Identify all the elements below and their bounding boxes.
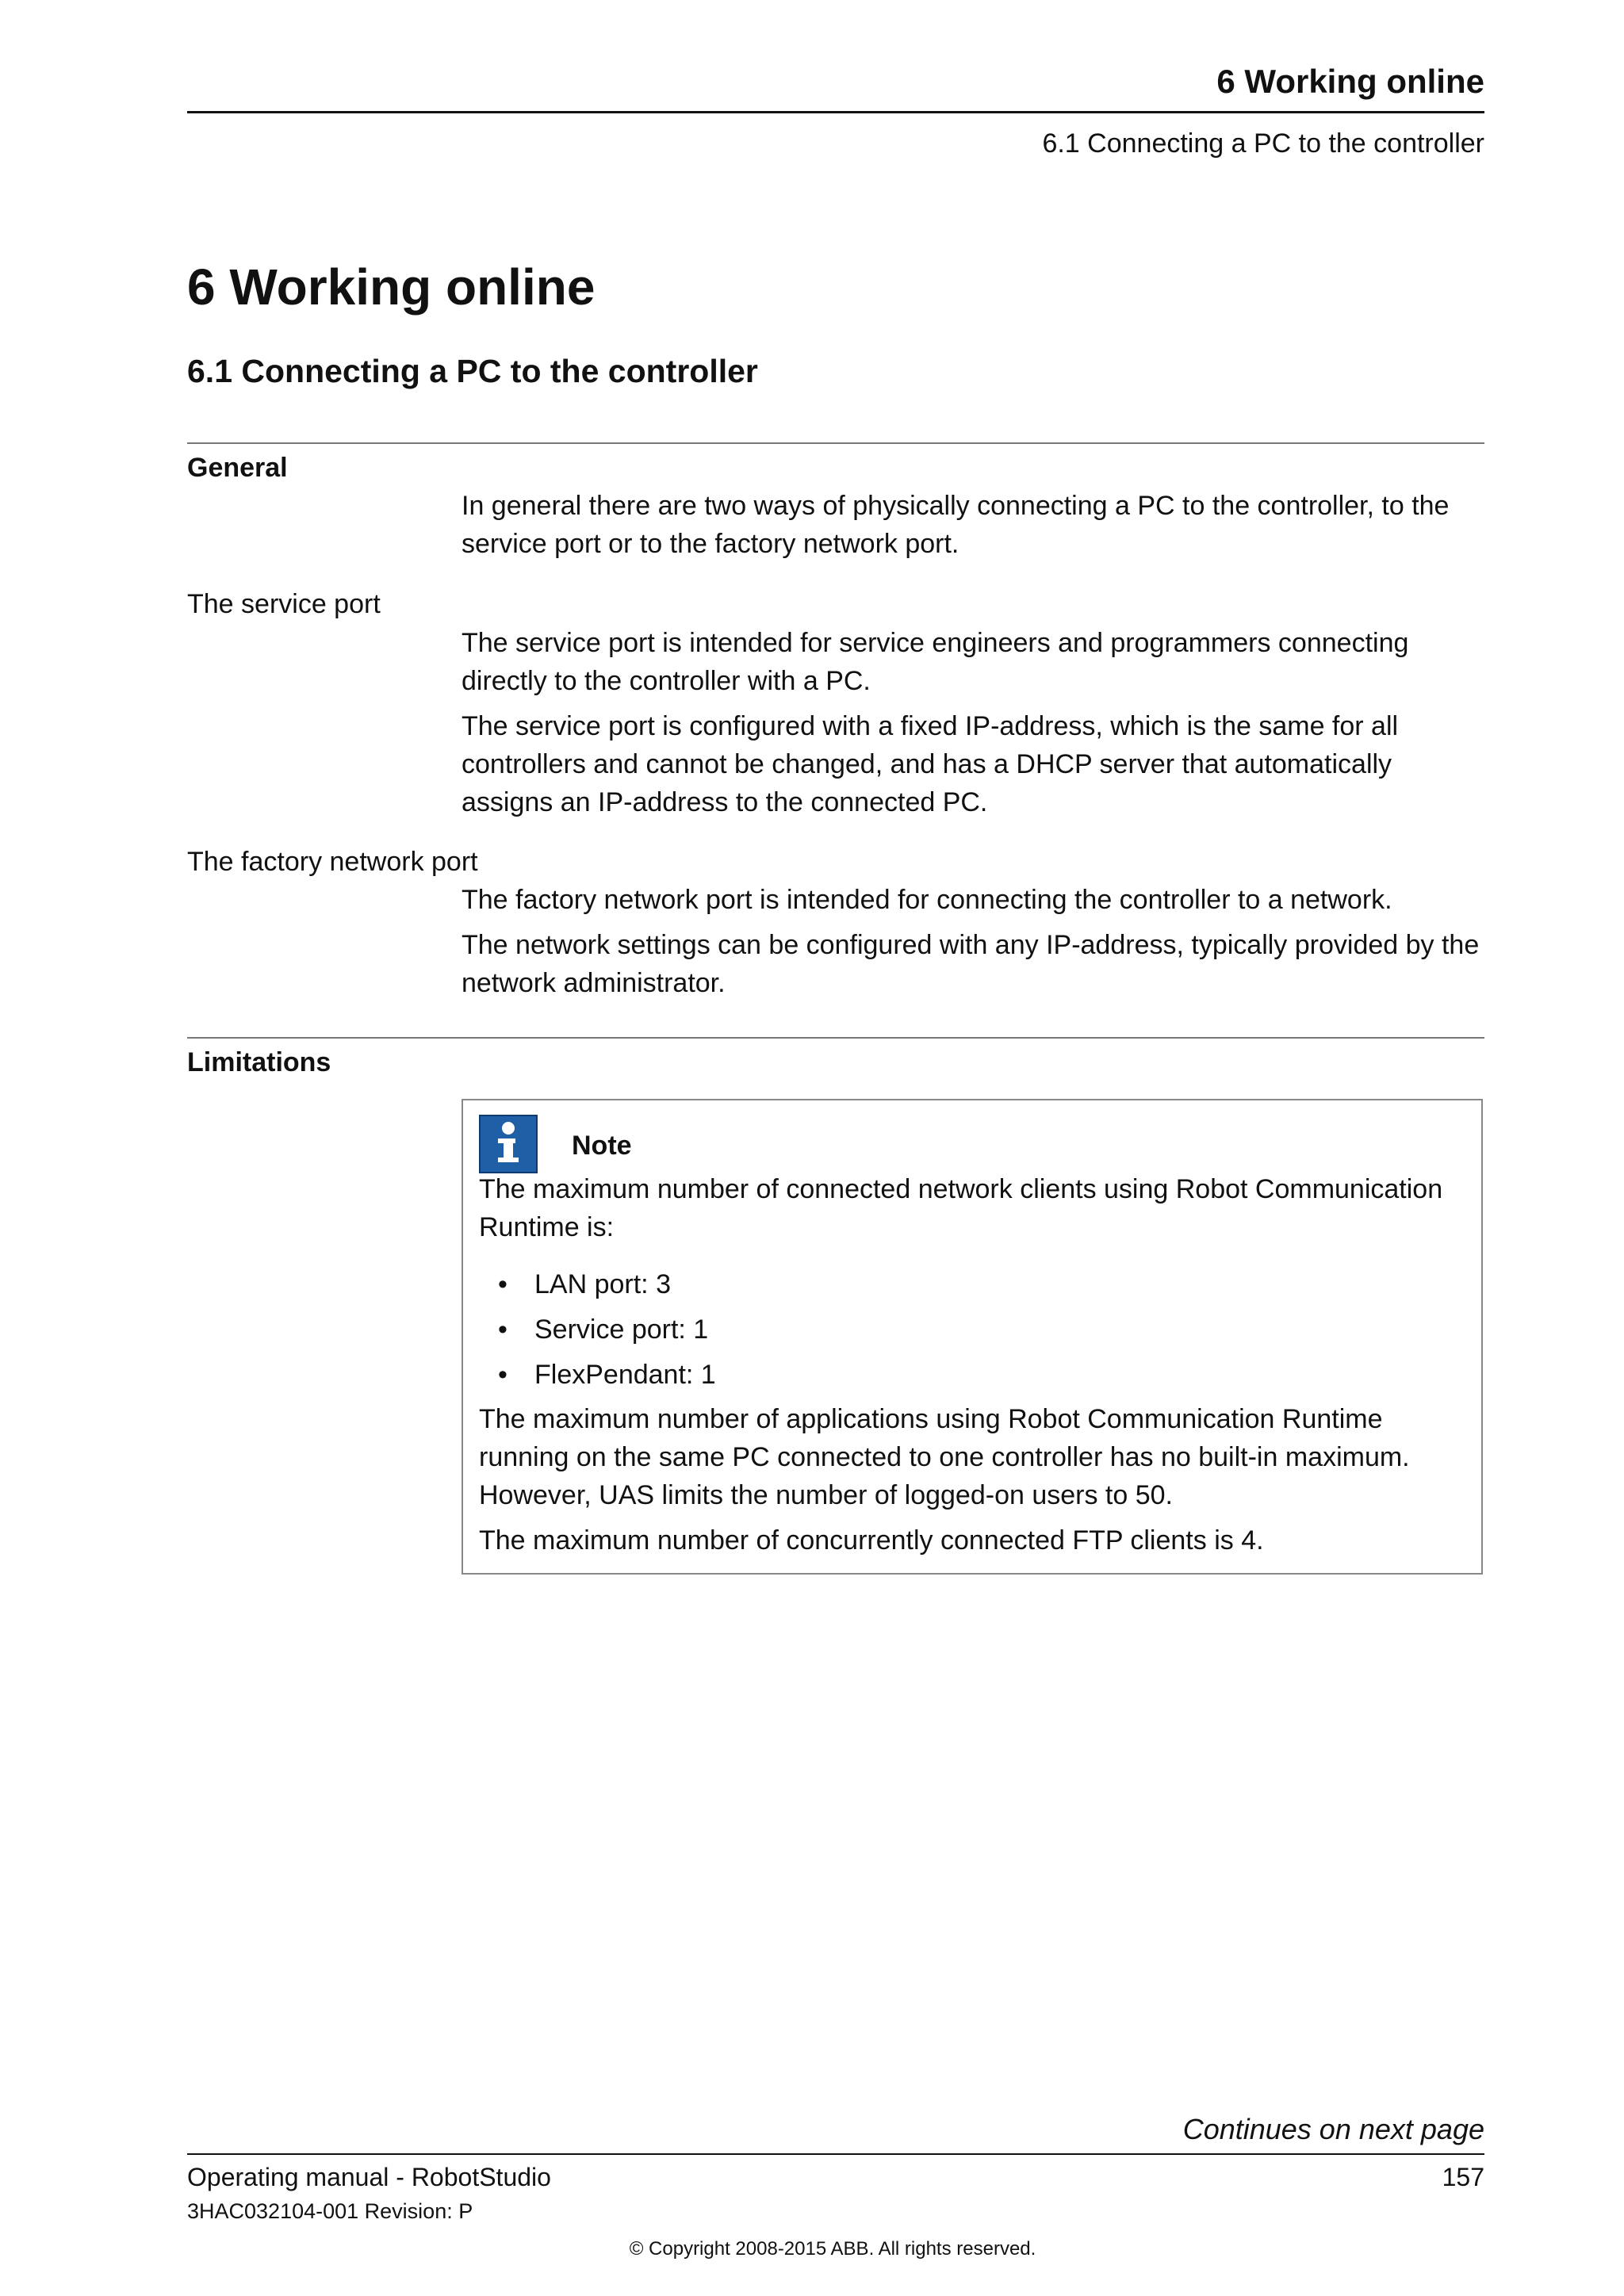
note-intro: The maximum number of connected network clients using Robot Communication Runtime is: bbox=[479, 1174, 1443, 1242]
continues-note: Continues on next page bbox=[1182, 2113, 1484, 2145]
section-title: 6.1 Connecting a PC to the controller bbox=[187, 353, 758, 389]
list-item bbox=[479, 1265, 1431, 1311]
header-rule bbox=[187, 111, 1484, 113]
list-item-text: Service port: 1 bbox=[534, 1314, 709, 1345]
footer-manual-title: Operating manual - RobotStudio bbox=[187, 2163, 551, 2191]
info-icon bbox=[479, 1115, 538, 1173]
footer-doc-id: 3HAC032104-001 Revision: P bbox=[187, 2199, 473, 2223]
list-item-text: FlexPendant: 1 bbox=[534, 1360, 716, 1390]
factory-port-para-1: The factory network port is intended for connecting the controller to a network. bbox=[462, 885, 1392, 915]
factory-port-para-2: The network settings can be configured with any IP-address, typically provided by the network administrator. bbox=[462, 930, 1480, 998]
limitations-label: Limitations bbox=[187, 1047, 331, 1077]
page-number: 157 bbox=[1442, 2163, 1484, 2191]
service-port-label: The service port bbox=[187, 589, 381, 619]
bullet: • bbox=[498, 1314, 508, 1345]
note-title: Note bbox=[572, 1131, 632, 1161]
list-item bbox=[479, 1356, 1431, 1401]
note-para-2: The maximum number of applications using Robot Communication Runtime running on the same PC connected to one controller has no built-in maximum. However, UAS limits the number of logged-on users to 50. bbox=[479, 1404, 1410, 1510]
running-header-section: 6.1 Connecting a PC to the controller bbox=[1042, 128, 1484, 159]
divider bbox=[187, 442, 1484, 444]
factory-port-label: The factory network port bbox=[187, 847, 478, 877]
service-port-para-2: The service port is configured with a fixed IP-address, which is the same for all controllers and cannot be changed, and has a DHCP server that automatically assigns an IP-address to the connected PC. bbox=[462, 711, 1399, 817]
bullet: • bbox=[498, 1360, 508, 1390]
note-box bbox=[462, 1099, 1483, 1575]
note-para-3: The maximum number of concurrently connected FTP clients is 4. bbox=[479, 1525, 1264, 1556]
running-header-chapter: 6 Working online bbox=[1216, 63, 1484, 100]
divider bbox=[187, 1037, 1484, 1039]
general-text: In general there are two ways of physically connecting a PC to the controller, to the service port or to the factory network port. bbox=[462, 491, 1450, 559]
chapter-title: 6 Working online bbox=[187, 258, 596, 316]
copyright: © Copyright 2008-2015 ABB. All rights reserved. bbox=[629, 2238, 1036, 2260]
note-list bbox=[479, 1265, 1431, 1401]
general-label: General bbox=[187, 453, 288, 483]
list-item bbox=[479, 1311, 1431, 1356]
footer-rule bbox=[187, 2153, 1484, 2155]
bullet: • bbox=[498, 1269, 508, 1299]
service-port-para-1: The service port is intended for service engineers and programmers connecting directly to the controller with a PC. bbox=[462, 628, 1409, 696]
list-item-text: LAN port: 3 bbox=[534, 1269, 671, 1299]
